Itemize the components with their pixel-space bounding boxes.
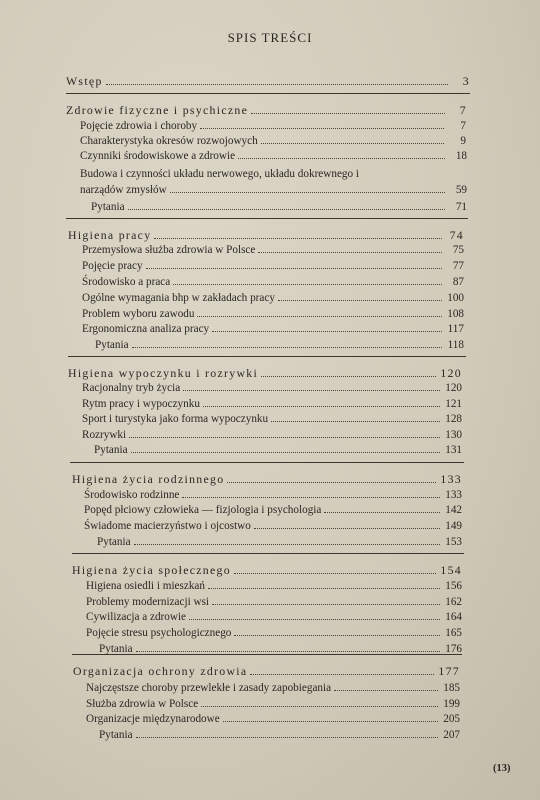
toc-entry-ergonomiczna-analiza-pracy <box>82 322 464 336</box>
toc-page-number: 162 <box>445 596 462 608</box>
toc-entry-title: Rytm pracy i wypoczynku <box>82 398 200 410</box>
toc-entry-title: Pytania <box>91 201 125 213</box>
toc-chapter-higiena-pracy <box>68 228 464 242</box>
toc-page-number: 205 <box>443 713 460 725</box>
toc-entry-title: Pojęcie stresu psychologicznego <box>86 627 232 639</box>
toc-page-number: 74 <box>449 228 464 242</box>
dot-leader <box>212 331 442 332</box>
dot-leader <box>278 300 442 301</box>
toc-entry-title-line: Budowa i czynności układu nerwowego, układu dokrewnego i <box>80 168 359 180</box>
toc-entry-organizacje-miedzynarodowe <box>86 712 460 726</box>
toc-entry-title: Pytania <box>95 339 129 351</box>
toc-page-number: 59 <box>455 184 467 196</box>
dot-leader <box>136 651 440 652</box>
toc-page-number: 7 <box>460 120 466 132</box>
dot-leader <box>223 721 438 722</box>
toc-page-number: 7 <box>459 103 467 117</box>
toc-page-number: 3 <box>462 74 470 88</box>
toc-page-number: 121 <box>445 398 462 410</box>
toc-entry-pytania <box>99 642 462 656</box>
dot-leader <box>234 635 440 636</box>
dot-leader <box>271 421 440 422</box>
toc-entry-title: Pojęcie pracy <box>82 260 143 272</box>
toc-entry-title: Organizacja ochrony zdrowia <box>73 664 248 678</box>
dot-leader <box>208 588 440 589</box>
dot-leader <box>238 158 445 159</box>
toc-entry-pojecie-stresu-psychologicznego <box>86 626 462 640</box>
dot-leader <box>254 528 440 529</box>
toc-entry-rytm-pracy-i-wypoczynku <box>82 397 462 411</box>
toc-entry-title: Higiena osiedli i mieszkań <box>86 580 205 592</box>
toc-entry-title: Najczęstsze choroby przewlekłe i zasady zapobiegania <box>86 682 332 694</box>
toc-page-number: 100 <box>447 292 464 304</box>
toc-entry-title: Ogólne wymagania bhp w zakładach pracy <box>82 292 275 304</box>
toc-chapter-higiena-wypoczynku-i-rozrywki <box>68 366 462 380</box>
toc-entry-pytania <box>99 728 460 742</box>
toc-entry-title: Pytania <box>94 444 128 456</box>
toc-entry-title: Charakterystyka okresów rozwojowych <box>80 135 258 147</box>
dot-leader <box>261 143 444 144</box>
toc-entry-title: Przemysłowa służba zdrowia w Polsce <box>82 244 256 256</box>
dot-leader <box>146 268 442 269</box>
toc-entry-title: Rozrywki <box>82 429 127 441</box>
toc-entry-swiadome-macierzynstwo-i-ojcostwo <box>84 519 462 533</box>
dot-leader <box>131 452 440 453</box>
page-title: SPIS TREŚCI <box>227 30 313 45</box>
toc-chapter-higiena-zycia-rodzinnego <box>72 472 462 486</box>
toc-entry-title: Organizacje międzynarodowe <box>86 713 220 725</box>
toc-entry-racjonalny-tryb-zycia <box>82 381 462 395</box>
toc-page-number: 117 <box>447 323 464 335</box>
toc-entry-title: Pojęcie zdrowia i choroby <box>80 120 198 132</box>
toc-entry-pytania <box>94 443 462 457</box>
toc-entry-ogolne-wymagania-bhp-w-zakladach-pracy <box>82 291 464 305</box>
toc-page-number: 154 <box>440 563 462 577</box>
toc-entry-pojecie-pracy <box>82 259 464 273</box>
toc-page-number: 149 <box>445 520 462 532</box>
toc-entry-sport-i-turystyka-jako-forma-wypoczynku <box>82 412 462 426</box>
toc-entry-title: Popęd płciowy człowieka — fizjologia i psychologia <box>84 504 322 516</box>
dot-leader <box>170 192 445 193</box>
toc-page-number: 142 <box>445 504 462 516</box>
toc-entry-pojecie-zdrowia-i-choroby <box>80 119 466 133</box>
section-divider <box>68 356 466 357</box>
toc-entry-title: Sport i turystyka jako forma wypoczynku <box>82 413 269 425</box>
toc-entry-sluzba-zdrowia-w-polsce <box>86 697 460 711</box>
dot-leader <box>132 347 442 348</box>
toc-entry-title: Pytania <box>97 536 131 548</box>
dot-leader <box>212 604 440 605</box>
toc-entry-title: Higiena pracy <box>68 228 152 242</box>
dot-leader <box>136 737 438 738</box>
toc-chapter-zdrowie-fizyczne-i-psychiczne <box>66 103 467 117</box>
dot-leader <box>129 437 440 438</box>
toc-page-number: 185 <box>443 682 460 694</box>
toc-page-number: 164 <box>445 611 462 623</box>
toc-entry-title: Racjonalny tryb życia <box>82 382 181 394</box>
toc-entry-srodowisko-a-praca <box>82 275 464 289</box>
toc-entry-title: Problemy modernizacji wsi <box>86 596 210 608</box>
toc-entry-title: narządów zmysłów <box>80 184 167 196</box>
toc-page-number: 118 <box>447 339 464 351</box>
toc-entry-title: Wstęp <box>66 74 103 88</box>
toc-entry-higiena-osiedli-i-mieszkan <box>86 579 462 593</box>
section-divider <box>70 462 464 463</box>
dot-leader <box>324 512 440 513</box>
dot-leader <box>250 674 434 675</box>
toc-entry-title: Świadome macierzyństwo i ojcostwo <box>84 520 251 532</box>
toc-page-number: 165 <box>445 627 462 639</box>
toc-entry-problemy-modernizacji-wsi <box>86 595 462 609</box>
toc-entry-narzadow-zmyslow <box>80 183 467 197</box>
toc-entry-poped-plciowy-czlowieka-fizjologia-i-psy <box>84 503 462 517</box>
dot-leader <box>227 482 436 483</box>
toc-entry-pytania <box>97 535 462 549</box>
toc-entry-pytania <box>91 200 467 214</box>
toc-entry-title: Środowisko a praca <box>82 276 171 288</box>
dot-leader <box>234 573 436 574</box>
dot-leader <box>334 690 438 691</box>
page-number: (13) <box>493 763 511 774</box>
toc-entry-title: Higiena życia społecznego <box>72 563 231 577</box>
toc-page-number: 176 <box>445 643 462 655</box>
toc-chapter-higiena-zycia-spolecznego <box>72 563 462 577</box>
toc-entry-title: Zdrowie fizyczne i psychiczne <box>66 103 249 117</box>
dot-leader <box>134 544 440 545</box>
toc-chapter-wstep <box>66 74 470 88</box>
toc-page-number: 153 <box>445 536 462 548</box>
dot-leader <box>258 252 442 253</box>
toc-entry-title: Służba zdrowia w Polsce <box>86 698 199 710</box>
toc-entry-title: Ergonomiczna analiza pracy <box>82 323 210 335</box>
toc-entry-title: Cywilizacja a zdrowie <box>86 611 187 623</box>
toc-entry-charakterystyka-okresow-rozwojowych <box>80 134 466 148</box>
section-divider <box>66 93 470 94</box>
toc-entry-title: Higiena wypoczynku i rozrywki <box>68 366 259 380</box>
toc-page-number: 108 <box>447 308 464 320</box>
toc-entry-problem-wyboru-zawodu <box>82 307 464 321</box>
toc-page-number: 9 <box>460 135 466 147</box>
toc-page-number: 77 <box>452 260 464 272</box>
dot-leader <box>203 406 440 407</box>
toc-page-number: 156 <box>445 580 462 592</box>
dot-leader <box>106 84 448 85</box>
toc-entry-title: Pytania <box>99 729 133 741</box>
toc-entry-title: Czynniki środowiskowe a zdrowie <box>80 150 236 162</box>
toc-page-number: 177 <box>438 664 460 678</box>
dot-leader <box>183 390 440 391</box>
toc-entry-czynniki-srodowiskowe-a-zdrowie <box>80 149 467 163</box>
dot-leader <box>197 316 442 317</box>
section-divider <box>66 218 468 219</box>
dot-leader <box>182 497 440 498</box>
dot-leader <box>128 209 445 210</box>
toc-chapter-organizacja-ochrony-zdrowia <box>73 664 460 678</box>
toc-page-number: 18 <box>455 150 467 162</box>
toc-page-number: 199 <box>443 698 460 710</box>
section-divider <box>72 553 464 554</box>
dot-leader <box>251 113 445 114</box>
toc-entry-rozrywki <box>82 428 462 442</box>
toc-page-number: 128 <box>445 413 462 425</box>
dot-leader <box>201 706 438 707</box>
toc-page-number: 71 <box>455 201 467 213</box>
toc-entry-title: Higiena życia rodzinnego <box>72 472 225 486</box>
toc-entry-najczestsze-choroby-przewlekle-i-zasady- <box>86 681 460 695</box>
toc-page-number: 207 <box>443 729 460 741</box>
toc-page-number: 75 <box>452 244 464 256</box>
toc-entry-srodowisko-rodzinne <box>84 488 462 502</box>
toc-entry-przemyslowa-sluzba-zdrowia-w-polsce <box>82 243 464 257</box>
toc-entry-cywilizacja-a-zdrowie <box>86 610 462 624</box>
toc-page-number: 133 <box>445 489 462 501</box>
toc-page-number: 120 <box>440 366 462 380</box>
dot-leader <box>173 284 442 285</box>
dot-leader <box>189 619 440 620</box>
toc-page-number: 131 <box>445 444 462 456</box>
toc-page-number: 87 <box>452 276 464 288</box>
dot-leader <box>200 128 444 129</box>
toc-page-number: 130 <box>445 429 462 441</box>
toc-entry-title: Pytania <box>99 643 133 655</box>
toc-entry-title: Środowisko rodzinne <box>84 489 180 501</box>
dot-leader <box>261 376 436 377</box>
dot-leader <box>154 238 442 239</box>
toc-entry-title: Problem wyboru zawodu <box>82 308 195 320</box>
toc-page-number: 133 <box>440 472 462 486</box>
toc-entry-pytania <box>95 338 464 352</box>
toc-page-number: 120 <box>445 382 462 394</box>
